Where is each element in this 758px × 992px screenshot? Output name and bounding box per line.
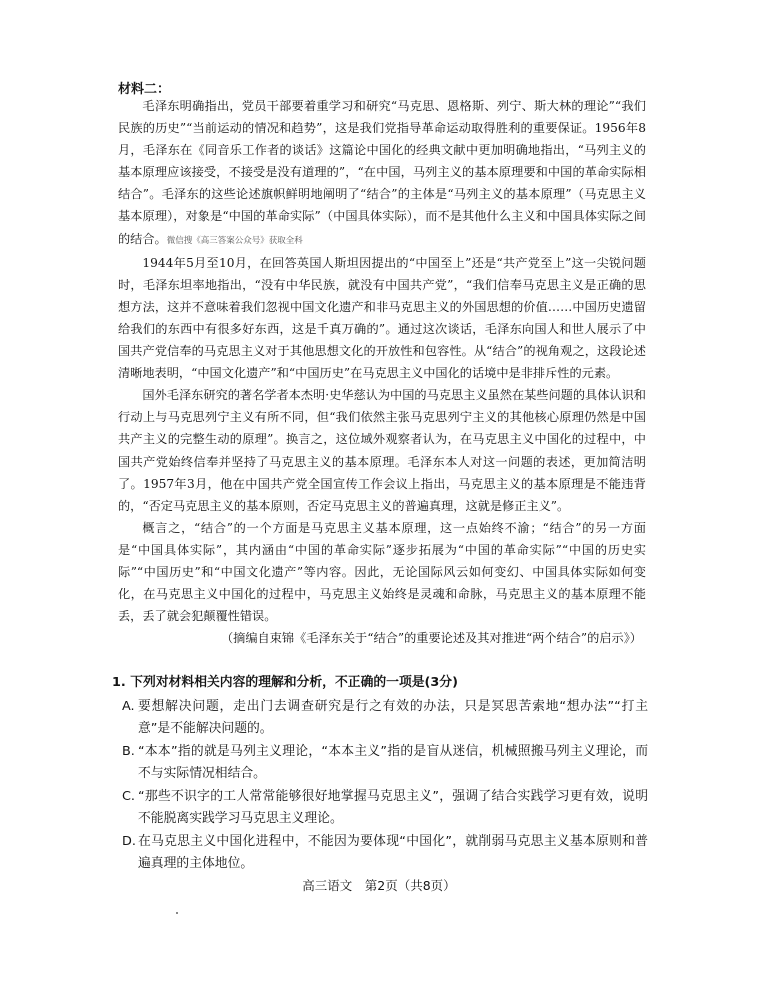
option-b-text: “本本”指的就是马列主义理论，“本本主义”指的是盲从迷信，机械照搬马列主义理论，而不与实际情况相结合。 (138, 743, 648, 781)
option-d-letter: D. (122, 833, 136, 849)
source-citation: （摘编自束锦《毛泽东关于“结合”的重要论述及其对推进“两个结合”的启示》） (220, 631, 642, 646)
paragraph-3: 国外毛泽东研究的著名学者本杰明·史华慈认为中国的马克思主义虽然在某些问题的具体认识和行动上与马克思列宁主义有所不同，但“我们依然主张马克思列宁主义的其他核心原理仍然是中国共产主义的完整生动的原理”。换言之，这位域外观察者认为，在马克思主义中国化的过程中，中国共产党始终信奉并坚持了马克思主义的基本原理。毛泽东本人对这一问题的表述，更加简洁明了。1957年3月，他在中国共产党全国宣传工作会议上指出，马克思主义的基本原理是不能违背的，“否定马克思主义的基本原则，否定马克思主义的普遍真理，这就是修正主义”。 (118, 388, 646, 513)
paragraph-4: 概言之，“结合”的一个方面是马克思主义基本原理，这一点始终不渝；“结合”的另一方面是“中国具体实际”，其内涵由“中国的革命实际”逐步拓展为“中国的革命实际”“中国的历史实际”“中国历史”和“中国文化遗产”等内容。因此，无论国际风云如何变幻、中国具体实际如何变化，在马克思主义中国化的过程中，马克思主义始终是灵魂和命脉，马克思主义的基本原理不能丢，丢了就会犯颠覆性错误。 (118, 520, 646, 624)
option-c-letter: C. (122, 788, 136, 804)
paragraph-1-text: 毛泽东明确指出，党员干部要着重学习和研究“马克思、恩格斯、列宁、斯大林的理论”“我们民族的历史”“当前运动的情况和趋势”，这是我们党指导革命运动取得胜利的重要保证。1956年8月，毛泽东在《同音乐工作者的谈话》这篇论中国化的经典文献中更加明确地指出，“马列主义的基本原理应该接受，不接受是没有道理的”，“在中国，马列主义的基本原理要和中国的革命实际相结合”。毛泽东的这些论述旗帜鲜明地阐明了“结合”的主体是“马列主义的基本原理”（马克思主义基本原理），对象是“中国的革命实际”（中国具体实际），而不是其他什么主义和中国具体实际之间的结合。 (118, 99, 646, 246)
option-b (122, 741, 648, 786)
paragraph-2: 1944年5月至10月，在回答英国人斯坦因提出的“中国至上”还是“共产党至上”这一尖锐问题时，毛泽东坦率地指出，“没有中华民族，就没有中国共产党”，“我们信奉马克思主义是正确的思想方法，这并不意味着我们忽视中国文化遗产和非马克思主义的外国思想的价值……中国历史遗留给我们的东西中有很多好东西，这是千真万确的”。通过这次谈话，毛泽东向国人和世人展示了中国共产党信奉的马克思主义对于其他思想文化的开放性和包容性。从“结合”的视角观之，这段论述清晰地表明，“中国文化遗产”和“中国历史”在马克思主义中国化的话境中是非排斥性的元素。 (118, 255, 646, 381)
option-a (122, 696, 648, 741)
option-a-letter: A. (122, 698, 135, 714)
option-b-letter: B. (122, 743, 135, 759)
question-stem: 1. 下列对材料相关内容的理解和分析，不正确的一项是(3分) (112, 675, 458, 690)
page-footer: 高三语文 第2页（共8页） (302, 878, 456, 893)
option-c-text: “那些不识字的工人常常能够很好地掌握马克思主义”，强调了结合实践学习更有效，说明不能脱离实践学习马克思主义理论。 (138, 788, 648, 826)
scan-speck (176, 912, 178, 914)
question-1 (112, 672, 648, 876)
watermark: 微信搜《高三答案公众号》获取全科 (166, 235, 303, 246)
section-title: 材料二： (118, 82, 171, 97)
option-a-text: 要想解决问题，走出门去调查研究是行之有效的办法，只是冥思苦索地“想办法”“打主意”是不能解决问题的。 (138, 698, 648, 736)
paragraph-1 (118, 95, 646, 252)
option-c (122, 786, 648, 831)
option-d (122, 831, 648, 876)
material-body (118, 95, 646, 649)
option-d-text: 在马克思主义中国化进程中，不能因为要体现“中国化”，就削弱马克思主义基本原则和普遍真理的主体地位。 (138, 833, 648, 871)
